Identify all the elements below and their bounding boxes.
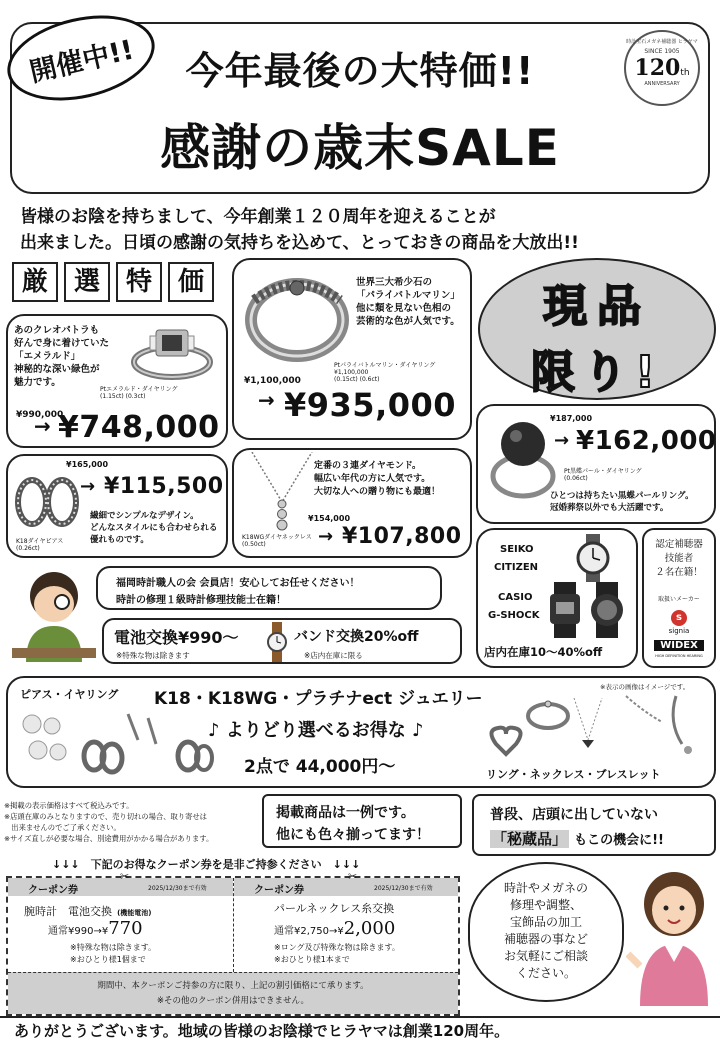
pierce-card bbox=[6, 454, 228, 558]
craftsman-illustration bbox=[12, 566, 96, 662]
speech-bubble bbox=[468, 862, 624, 1002]
hearing-makers-label: 取扱いメーカー bbox=[658, 596, 700, 603]
pearl-old-price: ¥187,000 bbox=[550, 414, 593, 423]
footer-text: ありがとうございます。地域の皆様のお陰様でヒラヤマは創業120周年。 bbox=[14, 1022, 510, 1040]
pierce-new-price: ¥115,500 bbox=[104, 474, 224, 499]
secret-highlight: 「秘蔵品」 bbox=[492, 830, 568, 848]
coupon-1-regular: 通常¥990→¥ bbox=[48, 926, 109, 937]
hearing-title-3: ２名在籍！ bbox=[655, 567, 703, 578]
emerald-desc-1: あのクレオパトラも bbox=[14, 325, 100, 336]
speech-line-4: 補聴器の事など bbox=[503, 932, 588, 946]
pierce-image bbox=[12, 472, 84, 532]
pearl-desc-1: ひとつは持ちたい黒蝶パールリング。 bbox=[550, 491, 694, 501]
craftsman-line2: 時計の修理１級時計修理技能士在籍！ bbox=[116, 595, 286, 606]
paraiba-arrow: → bbox=[258, 388, 275, 412]
pearl-new-price: ¥162,000 bbox=[576, 426, 717, 456]
coupon-1-price: 770 bbox=[108, 918, 143, 939]
brand-casio: CASIO bbox=[498, 592, 533, 603]
brand-citizen: CITIZEN bbox=[494, 562, 539, 573]
scissors-icon-1: ✂ bbox=[120, 870, 130, 883]
pearl-arrow: → bbox=[554, 430, 570, 451]
widex-sub: HIGH DEFINITION HEARING bbox=[655, 654, 703, 658]
coupon-2-title: パールネックレス糸交換 bbox=[274, 902, 395, 915]
coupon-footer-1: 期間中、本クーポンご持参の方に限り、上記の割引価格にて承ります。 bbox=[97, 981, 369, 991]
seal-top-text: 時計宝石メガネ補聴器 ヒラヤマ bbox=[626, 39, 698, 45]
anniversary-seal bbox=[624, 30, 700, 106]
coupon-1-note-2: ※おひとり様1個まで bbox=[70, 955, 146, 964]
pearl-card bbox=[476, 404, 716, 524]
battery-note: ※特殊な物は除きます bbox=[116, 651, 190, 660]
jewelry-deal: 2点で 44,000円〜 bbox=[244, 757, 396, 777]
watch-image-seiko bbox=[570, 534, 616, 582]
speech-line-1: 時計やメガネの bbox=[503, 881, 588, 895]
limited-oval bbox=[478, 258, 716, 400]
band-price: バンド交換20%off bbox=[294, 629, 419, 645]
pierce-desc-2: どんなスタイルにも合わせられる bbox=[90, 523, 218, 533]
coupon-2-note-2: ※おひとり様1本まで bbox=[274, 955, 350, 964]
coupon-2-price: 2,000 bbox=[343, 918, 396, 939]
limited-line2: 限り! bbox=[530, 347, 664, 398]
coupon-2-date: 2025/12/30まで有効 bbox=[374, 885, 433, 892]
widex-logo: WIDEX bbox=[654, 640, 704, 651]
watch-image-gshock bbox=[546, 582, 628, 638]
craftsman-banner bbox=[96, 566, 442, 610]
necklace-spec-2: (0.50ct) bbox=[242, 541, 266, 549]
speech-line-6: ください。 bbox=[515, 966, 576, 980]
pearl-desc-2: 冠婚葬祭以外でも大活躍です。 bbox=[550, 503, 669, 513]
secret-line2: もこの機会に!! bbox=[574, 833, 664, 848]
footer-bar bbox=[0, 1016, 720, 1040]
pierce-spec-1: K18ダイヤピアス bbox=[16, 538, 64, 545]
emerald-desc-2: 好んで身に着けていた bbox=[14, 338, 110, 349]
coupon-header: ↓↓↓ 下記のお得なクーポン券を是非ご持参ください ↓↓↓ bbox=[52, 858, 361, 871]
selection-char-2: 選 bbox=[64, 262, 110, 302]
emerald-arrow: → bbox=[34, 414, 51, 438]
emerald-new-price: ¥748,000 bbox=[58, 410, 220, 445]
necklace-card bbox=[232, 448, 472, 558]
paraiba-spec-1: Ptパライバトルマリン・ダイヤリング ¥1,100,000 bbox=[334, 362, 436, 377]
paraiba-desc-1: 世界三大希少石の bbox=[356, 277, 433, 288]
coupon-2-header bbox=[234, 878, 458, 896]
coupon-1-title: 腕時計 電池交換 bbox=[24, 905, 112, 918]
coupon-1-note-1: ※特殊な物は除きます。 bbox=[70, 943, 157, 952]
emerald-desc-3: 「エメラルド」 bbox=[14, 351, 81, 362]
emerald-old-price: ¥990,000 bbox=[16, 410, 64, 420]
hearing-title-2: 技能者 bbox=[664, 553, 694, 564]
paraiba-desc-3: 他に類を見ない色相の bbox=[356, 303, 452, 314]
emerald-desc-4: 神秘的な深い緑色が bbox=[14, 364, 100, 375]
note-1: ※掲載の表示価格はすべて税込みです。 bbox=[4, 801, 134, 810]
speech-line-3: 宝飾品の加工 bbox=[509, 915, 582, 929]
pierce-old-price: ¥165,000 bbox=[66, 460, 109, 469]
example-line2: 他にも色々揃ってます！ bbox=[276, 827, 430, 843]
paraiba-new-price: ¥935,000 bbox=[284, 386, 457, 424]
paraiba-spec-2: (0.15ct) (0.6ct) bbox=[334, 376, 380, 384]
jewelry-left-label: ピアス・イヤリング bbox=[20, 688, 119, 701]
coupon-2-label: クーポン券 bbox=[254, 885, 304, 896]
example-line1: 掲載商品は一例です。 bbox=[276, 805, 415, 821]
speech-line-2: 修理や調整、 bbox=[509, 898, 582, 912]
selection-char-3: 特 bbox=[116, 262, 162, 302]
coupon-2-note-1: ※ロング及び特殊な物は除きます。 bbox=[274, 943, 400, 952]
pearl-spec-2: (0.06ct) bbox=[564, 475, 588, 483]
necklace-old-price: ¥154,000 bbox=[308, 514, 351, 523]
coupon-1-date: 2025/12/30まで有効 bbox=[148, 885, 207, 892]
coupon-2-regular: 通常¥2,750→¥ bbox=[274, 926, 344, 937]
secret-box bbox=[472, 794, 716, 856]
band-note: ※店内在庫に限る bbox=[304, 651, 363, 660]
coupon-footer bbox=[8, 972, 458, 1014]
seal-suffix: th bbox=[680, 68, 690, 78]
coupon-1-label: クーポン券 bbox=[28, 885, 78, 896]
necklace-desc-2: 幅広い年代の方に人気です。 bbox=[314, 474, 431, 484]
jewelry-note: ※表示の画像はイメージです。 bbox=[600, 683, 690, 691]
earrings-image bbox=[16, 704, 216, 784]
note-3: 出来ませんのでご了承ください。 bbox=[4, 823, 121, 832]
emerald-spec-1: Ptエメラルド・ダイヤリング bbox=[100, 386, 178, 393]
emerald-ring-image bbox=[126, 322, 218, 384]
pierce-arrow: → bbox=[80, 476, 96, 497]
secret-line1: 普段、店頭に出していない bbox=[490, 807, 658, 823]
intro-line2: 出来ました。日頃の感謝の気持ちを込めて、とっておきの商品を大放出!! bbox=[20, 233, 579, 253]
pearl-spec-1: Pt黒蝶パール・ダイヤリング bbox=[564, 468, 642, 475]
brand-seiko: SEIKO bbox=[500, 544, 534, 555]
staff-illustration bbox=[626, 866, 716, 1006]
jewelry-right-label: リング・ネックレス・ブレスレット bbox=[486, 768, 661, 781]
hearing-title-1: 認定補聴器 bbox=[655, 539, 703, 550]
intro-line1: 皆様のお陰を持ちまして、今年創業１２０周年を迎えることが bbox=[20, 207, 496, 227]
selection-char-1: 厳 bbox=[12, 262, 58, 302]
title-line2: 感謝の歳末SALE bbox=[160, 119, 560, 177]
brand-gshock: G-SHOCK bbox=[488, 610, 540, 621]
watch-stock-note: 店内在庫10〜40%off bbox=[484, 645, 603, 659]
emerald-spec-2: (1.15ct) (0.3ct) bbox=[100, 393, 146, 401]
pierce-spec-2: (0.26ct) bbox=[16, 545, 40, 553]
coupon-sheet bbox=[6, 876, 460, 1016]
necklace-desc-1: 定番の３連ダイヤモンド。 bbox=[314, 461, 422, 471]
coupon-1-title-note: (機能電池) bbox=[117, 909, 152, 917]
note-2: ※店頭在庫のみとなりますので、売り切れの場合、取り寄せは bbox=[4, 812, 207, 821]
craftsman-line1: 福岡時計職人の会 会員店！安心してお任せください！ bbox=[116, 578, 360, 589]
signia-icon: s bbox=[671, 610, 687, 626]
example-box bbox=[262, 794, 462, 848]
emerald-desc-5: 魅力です。 bbox=[14, 377, 61, 388]
jewelry-card bbox=[6, 676, 716, 788]
title-line1: 今年最後の大特価!! bbox=[185, 49, 535, 93]
speech-line-5: お気軽にご相談 bbox=[503, 949, 588, 963]
limited-line1: 現品 bbox=[543, 281, 651, 332]
rings-necklaces-image bbox=[476, 692, 712, 762]
jewelry-sub: ♪ よりどり選べるお得な ♪ bbox=[208, 720, 424, 741]
paraiba-desc-4: 芸術的な色が人気です。 bbox=[356, 316, 460, 327]
seal-bottom: ANNIVERSARY bbox=[644, 81, 680, 87]
coupon-2 bbox=[234, 878, 458, 972]
coupon-footer-2: ※その他のクーポン併用はできません。 bbox=[156, 996, 310, 1006]
seal-since: SINCE 1905 bbox=[644, 48, 680, 55]
necklace-spec-1: K18WGダイヤネックレス bbox=[242, 534, 312, 541]
paraiba-ring-image bbox=[242, 270, 352, 362]
hearing-card bbox=[642, 528, 716, 668]
jewelry-title: K18・K18WG・プラチナect ジュエリー bbox=[154, 689, 483, 709]
event-badge-text: 開催中!! bbox=[26, 33, 137, 88]
note-4: ※サイズ直しが必要な場合、別途費用がかかる場合があります。 bbox=[4, 834, 214, 843]
necklace-desc-3: 大切な人への贈り物にも最適！ bbox=[314, 487, 441, 497]
paraiba-card bbox=[232, 258, 472, 440]
pierce-desc-1: 繊細でシンプルなデザイン。 bbox=[90, 511, 199, 521]
coupon-1 bbox=[8, 878, 234, 972]
repair-prices-box bbox=[102, 618, 462, 664]
pierce-desc-3: 優れものです。 bbox=[90, 535, 149, 545]
watch-band-icon bbox=[266, 622, 288, 662]
watch-brands-card bbox=[476, 528, 638, 668]
selection-char-4: 価 bbox=[168, 262, 214, 302]
signia-logo: signia bbox=[668, 627, 690, 635]
emerald-card bbox=[6, 314, 228, 448]
paraiba-desc-2: 「パライバトルマリン」 bbox=[356, 290, 460, 301]
necklace-arrow: → bbox=[318, 526, 334, 547]
scissors-icon-2: ✂ bbox=[348, 870, 358, 883]
paraiba-old-price: ¥1,100,000 bbox=[244, 376, 301, 386]
necklace-new-price: ¥107,800 bbox=[342, 524, 462, 549]
seal-number: 120 bbox=[634, 55, 681, 81]
battery-price: 電池交換¥990〜 bbox=[114, 628, 239, 647]
